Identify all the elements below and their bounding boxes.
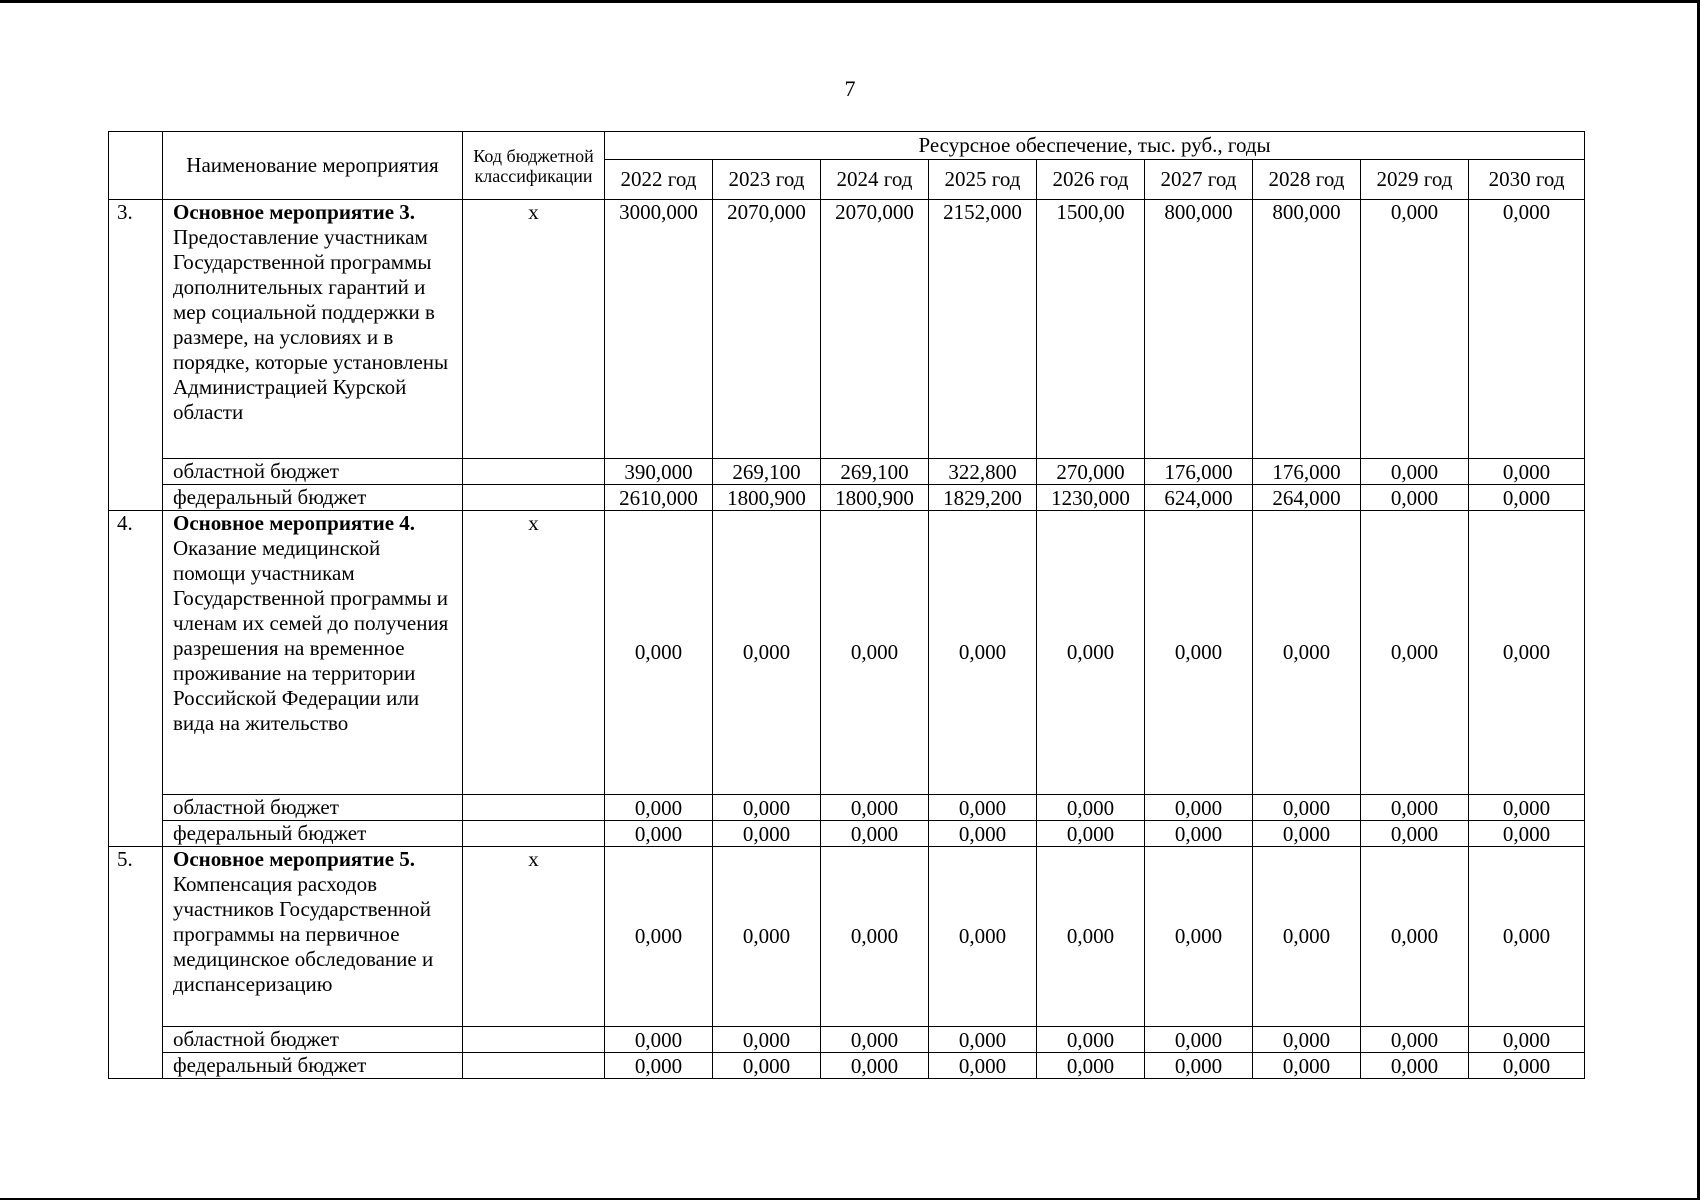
value-cell: 0,000 — [1145, 1027, 1253, 1053]
value-cell: 0,000 — [605, 1053, 713, 1079]
activity-description: Оказание медицинской помощи участникам Государственной программы и членам их семей до получения разрешения на временное проживание на территории Российской Федерации или вида на жительство — [173, 536, 449, 735]
value-cell: 0,000 — [821, 511, 929, 795]
value-cell: 0,000 — [1361, 821, 1469, 847]
value-cell: 0,000 — [1469, 200, 1585, 459]
value-cell: 2152,000 — [929, 200, 1037, 459]
subrow-federal — [109, 1053, 1585, 1079]
value-cell: 0,000 — [1037, 511, 1145, 795]
value-cell: 0,000 — [1361, 200, 1469, 459]
value-cell: 1800,900 — [821, 485, 929, 511]
value-cell: 2070,000 — [821, 200, 929, 459]
subrow-code — [463, 795, 605, 821]
value-cell: 0,000 — [821, 847, 929, 1027]
subrow-code — [463, 485, 605, 511]
value-cell: 0,000 — [1253, 1053, 1361, 1079]
value-cell: 0,000 — [1145, 821, 1253, 847]
value-cell: 0,000 — [1361, 485, 1469, 511]
activity-row-5 — [109, 847, 1585, 1027]
value-cell: 0,000 — [1469, 459, 1585, 485]
value-cell: 0,000 — [1145, 1053, 1253, 1079]
value-cell: 0,000 — [1253, 1027, 1361, 1053]
subrow-label: областной бюджет — [163, 459, 463, 485]
activity-number: 5. — [109, 847, 163, 1079]
value-cell: 0,000 — [713, 511, 821, 795]
subrow-code — [463, 821, 605, 847]
value-cell: 0,000 — [605, 821, 713, 847]
value-cell: 0,000 — [1037, 795, 1145, 821]
value-cell: 0,000 — [713, 847, 821, 1027]
subrow-label: областной бюджет — [163, 795, 463, 821]
subrow-regional — [109, 459, 1585, 485]
value-cell: 0,000 — [1469, 1027, 1585, 1053]
value-cell: 390,000 — [605, 459, 713, 485]
value-cell: 0,000 — [1037, 847, 1145, 1027]
value-cell: 0,000 — [1253, 821, 1361, 847]
activity-title: Основное мероприятие 3. — [173, 200, 416, 224]
value-cell: 0,000 — [1469, 1053, 1585, 1079]
budget-table — [108, 131, 1585, 1079]
value-cell: 176,000 — [1253, 459, 1361, 485]
value-cell: 3000,000 — [605, 200, 713, 459]
value-cell: 0,000 — [1253, 511, 1361, 795]
value-cell: 0,000 — [1253, 847, 1361, 1027]
subrow-label: федеральный бюджет — [163, 821, 463, 847]
value-cell: 800,000 — [1253, 200, 1361, 459]
value-cell: 0,000 — [1145, 511, 1253, 795]
activity-title: Основное мероприятие 4. — [173, 511, 416, 535]
value-cell: 0,000 — [713, 1053, 821, 1079]
value-cell: 2070,000 — [713, 200, 821, 459]
activity-title: Основное мероприятие 5. — [173, 847, 416, 871]
activity-row-4 — [109, 511, 1585, 795]
header-year: 2026 год — [1037, 160, 1145, 200]
subrow-label: областной бюджет — [163, 1027, 463, 1053]
subrow-regional — [109, 1027, 1585, 1053]
value-cell: 2610,000 — [605, 485, 713, 511]
header-year: 2028 год — [1253, 160, 1361, 200]
header-year: 2025 год — [929, 160, 1037, 200]
value-cell: 800,000 — [1145, 200, 1253, 459]
value-cell: 0,000 — [821, 795, 929, 821]
value-cell: 0,000 — [929, 1053, 1037, 1079]
value-cell: 0,000 — [1361, 1053, 1469, 1079]
subrow-code — [463, 1053, 605, 1079]
page-number: 7 — [844, 76, 856, 101]
value-cell: 0,000 — [1361, 795, 1469, 821]
header-year: 2029 год — [1361, 160, 1469, 200]
value-cell: 1500,00 — [1037, 200, 1145, 459]
activity-number: 3. — [109, 200, 163, 511]
subrow-label: федеральный бюджет — [163, 1053, 463, 1079]
value-cell: 0,000 — [1253, 795, 1361, 821]
header-code: Код бюджетной классификации — [463, 132, 605, 200]
value-cell: 0,000 — [1037, 1027, 1145, 1053]
value-cell: 0,000 — [1469, 795, 1585, 821]
value-cell: 0,000 — [929, 511, 1037, 795]
value-cell: 0,000 — [1361, 511, 1469, 795]
value-cell: 0,000 — [713, 1027, 821, 1053]
page-border-top — [0, 0, 1700, 3]
activity-code: х — [463, 847, 605, 1027]
value-cell: 0,000 — [821, 821, 929, 847]
subrow-code — [463, 1027, 605, 1053]
activity-description: Предоставление участникам Государственной программы дополнительных гарантий и мер социальной поддержки в размере, на условиях и в порядке, которые установлены Администрацией Курской области — [173, 225, 449, 424]
value-cell: 264,000 — [1253, 485, 1361, 511]
subrow-label: федеральный бюджет — [163, 485, 463, 511]
value-cell: 0,000 — [1469, 485, 1585, 511]
activity-code: х — [463, 200, 605, 459]
subrow-code — [463, 459, 605, 485]
value-cell: 624,000 — [1145, 485, 1253, 511]
value-cell: 0,000 — [929, 821, 1037, 847]
activity-name-cell — [163, 200, 463, 459]
value-cell: 270,000 — [1037, 459, 1145, 485]
value-cell: 0,000 — [1361, 459, 1469, 485]
value-cell: 0,000 — [929, 847, 1037, 1027]
value-cell: 269,100 — [713, 459, 821, 485]
value-cell: 176,000 — [1145, 459, 1253, 485]
value-cell: 0,000 — [605, 795, 713, 821]
value-cell: 0,000 — [1037, 1053, 1145, 1079]
activity-code: х — [463, 511, 605, 795]
header-name: Наименование мероприятия — [163, 132, 463, 200]
value-cell: 0,000 — [1145, 795, 1253, 821]
header-year: 2030 год — [1469, 160, 1585, 200]
subrow-federal — [109, 485, 1585, 511]
header-number-cell — [109, 132, 163, 200]
header-year: 2027 год — [1145, 160, 1253, 200]
header-year: 2022 год — [605, 160, 713, 200]
value-cell: 1829,200 — [929, 485, 1037, 511]
value-cell: 0,000 — [1469, 847, 1585, 1027]
value-cell: 1800,900 — [713, 485, 821, 511]
subrow-federal — [109, 821, 1585, 847]
value-cell: 0,000 — [1361, 847, 1469, 1027]
activity-description: Компенсация расходов участников Государственной программы на первичное медицинское обследование и диспансеризацию — [173, 872, 434, 996]
header-resource: Ресурсное обеспечение, тыс. руб., годы — [605, 132, 1585, 160]
header-year: 2023 год — [713, 160, 821, 200]
value-cell: 269,100 — [821, 459, 929, 485]
value-cell: 0,000 — [929, 795, 1037, 821]
activity-name-cell — [163, 511, 463, 795]
value-cell: 0,000 — [605, 511, 713, 795]
value-cell: 0,000 — [605, 1027, 713, 1053]
value-cell: 0,000 — [821, 1053, 929, 1079]
value-cell: 0,000 — [713, 821, 821, 847]
value-cell: 0,000 — [821, 1027, 929, 1053]
activity-name-cell — [163, 847, 463, 1027]
value-cell: 0,000 — [713, 795, 821, 821]
value-cell: 0,000 — [1469, 511, 1585, 795]
value-cell: 0,000 — [1037, 821, 1145, 847]
header-row-1 — [109, 132, 1585, 160]
subrow-regional — [109, 795, 1585, 821]
value-cell: 1230,000 — [1037, 485, 1145, 511]
value-cell: 0,000 — [1469, 821, 1585, 847]
header-year: 2024 год — [821, 160, 929, 200]
value-cell: 0,000 — [605, 847, 713, 1027]
value-cell: 0,000 — [929, 1027, 1037, 1053]
value-cell: 0,000 — [1145, 847, 1253, 1027]
value-cell: 0,000 — [1361, 1027, 1469, 1053]
value-cell: 322,800 — [929, 459, 1037, 485]
activity-row-3 — [109, 200, 1585, 459]
activity-number: 4. — [109, 511, 163, 847]
